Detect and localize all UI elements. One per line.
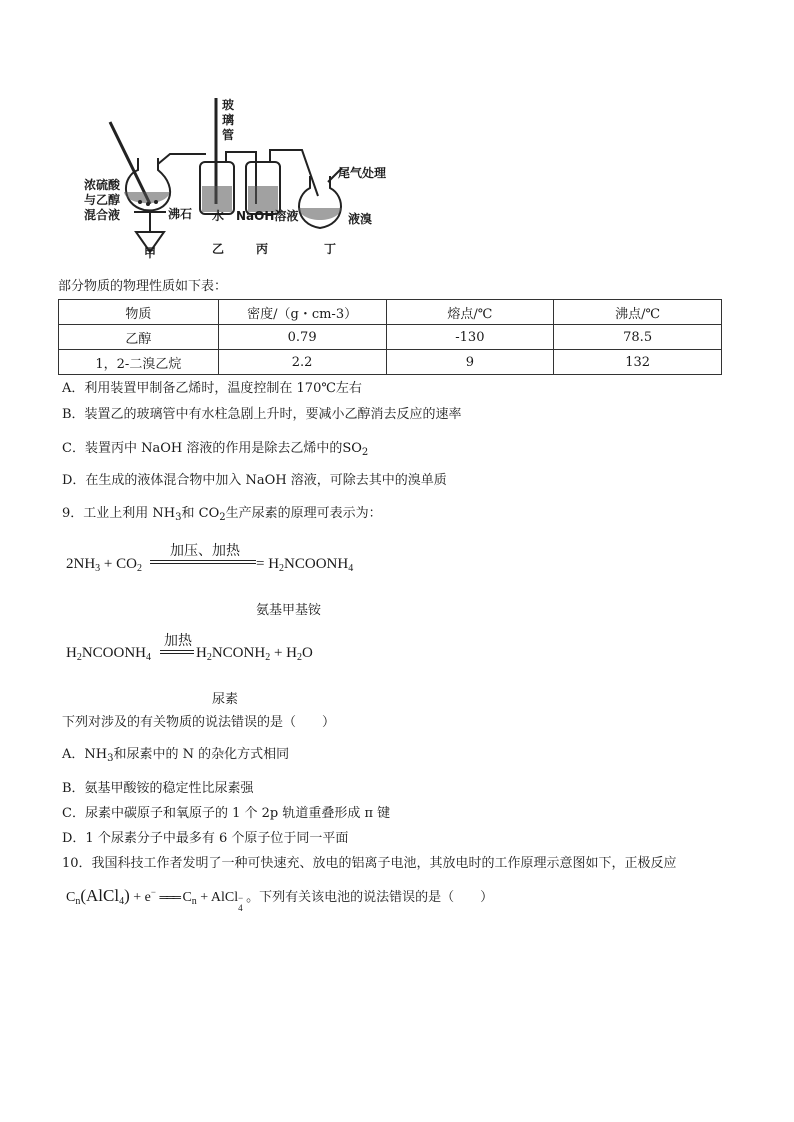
table-cell: 132 [554,350,722,375]
q9-option-b: B．氨基甲酸铵的稳定性比尿素强 [62,781,254,796]
label-yi: 乙 [212,242,225,256]
table-cell: 1，2-二溴乙烷 [59,350,219,375]
label-ding: 丁 [324,242,337,256]
q8-option-c: C．装置丙中 NaOH 溶液的作用是除去乙烯中的$SO_2$ [62,441,369,458]
table-cell: 0.79 [218,325,386,350]
eq1-condition: 加压、加热 [170,543,240,559]
eq2-left: $H_2NCOONH_4$ [66,645,152,663]
apparatus-figure [70,92,440,264]
table-header-cell: 熔点/℃ [386,300,554,325]
q9-option-c: C．尿素中碳原子和氧原子的 1 个 2p 轨道重叠形成 π 键 [62,806,391,821]
label-jia: 甲 [144,246,157,260]
q10-equation: $C_n(AlCl_4) + e^-$ ═══ $C_n$ + AlCl − 4 。下列有关该电池的说法错误的是（ ） [66,886,494,913]
q8-option-a: A．利用装置甲制备乙烯时，温度控制在 170℃左右 [62,381,362,396]
properties-table [58,299,722,375]
table-cell: 2.2 [218,350,386,375]
label-boiling-stone: 沸石 [168,207,193,221]
q10-stem: 10．我国科技工作者发明了一种可快速充、放电的铝离子电池，其放电时的工作原理示意图如下，正极反应 [62,856,677,871]
label-mixture: 浓硫酸与乙醇混合液 [84,178,121,222]
label-water: 水 [212,209,225,223]
eq1-right: = $H_2NCOONH_4$ [256,556,354,574]
eq1-left: $2NH_3 + CO_2$ [66,556,142,574]
q9-question: 下列对涉及的有关物质的说法错误的是（ ） [62,715,336,730]
table-cell: 乙醇 [59,325,219,350]
table-header-row [59,300,722,325]
label-glass-tube: 玻璃管 [222,98,235,142]
q8-option-d: D．在生成的液体混合物中加入 NaOH 溶液，可除去其中的溴单质 [62,473,447,488]
eq2-product-name: 尿素 [212,692,239,707]
label-naoh: NaOH溶液 [236,209,299,223]
eq2-double-bar [160,650,194,654]
eq1-double-bar [150,560,256,564]
table-intro: 部分物质的物理性质如下表： [58,279,228,294]
table-header-cell: 密度/（g・cm-3） [218,300,386,325]
table-header-cell: 沸点/℃ [554,300,722,325]
q8-option-b: B．装置乙的玻璃管中有水柱急剧上升时，要减小乙醇消去反应的速率 [62,407,462,422]
label-bing: 丙 [256,242,269,256]
table-cell: -130 [386,325,554,350]
label-liquid-bromine: 液溴 [348,212,373,226]
eq2-condition: 加热 [164,633,192,649]
q9-option-a: A．$NH_3$和尿素中的 N 的杂化方式相同 [62,747,290,764]
eq1-product-name: 氨基甲基铵 [256,603,322,618]
table-row [59,325,722,350]
table-cell: 9 [386,350,554,375]
q9-stem: 9．工业上利用 $NH_3$和 $CO_2$生产尿素的原理可表示为： [62,506,382,523]
table-row [59,350,722,375]
q9-option-d: D．1 个尿素分子中最多有 6 个原子位于同一平面 [62,831,349,846]
table-cell: 78.5 [554,325,722,350]
eq2-right: $H_2NCONH_2 + H_2O$ [196,645,313,663]
label-tail-gas: 尾气处理 [338,166,387,180]
table-header-cell: 物质 [59,300,219,325]
